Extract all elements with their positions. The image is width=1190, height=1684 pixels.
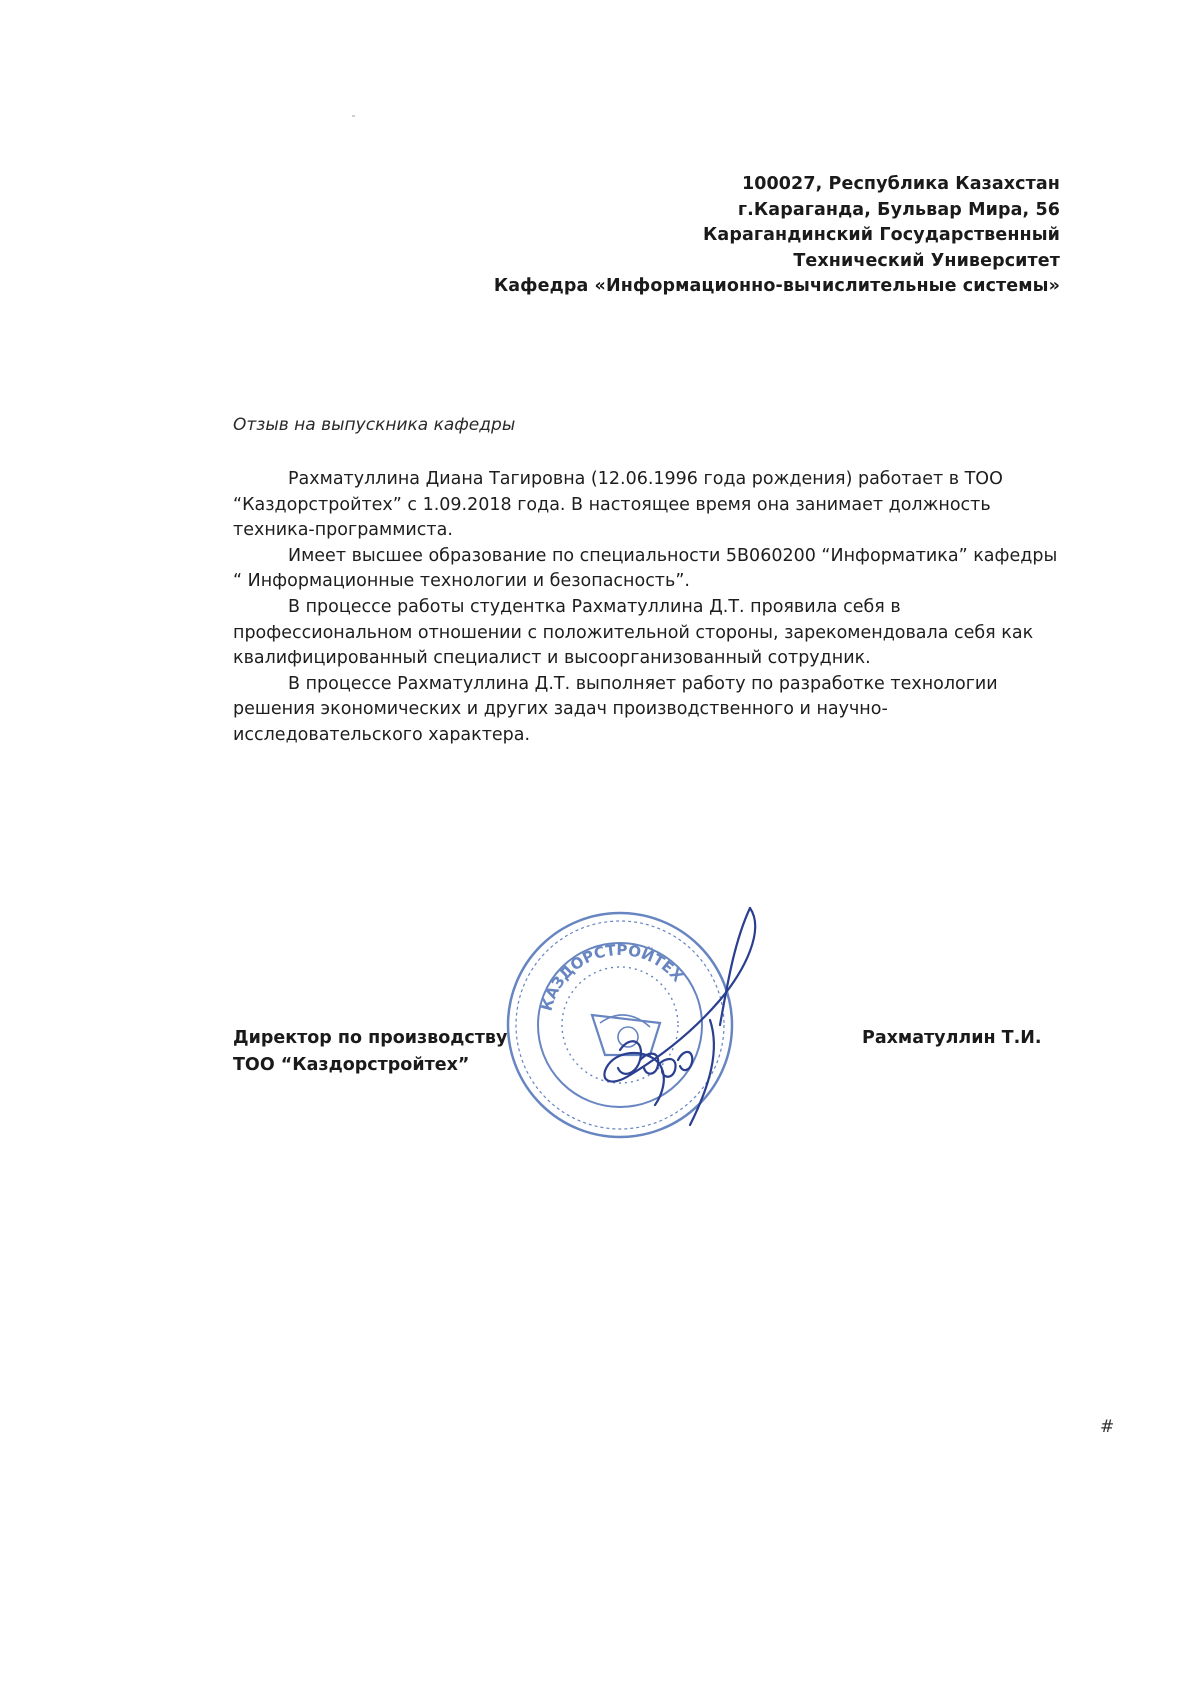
page-mark: # <box>1100 1417 1115 1437</box>
recipient-line-4: Технический Университет <box>793 250 1060 271</box>
body-paragraph: В процессе Рахматуллина Д.Т. выполняет работу по разработке технологии решения экономических и других задач производственного и научно-исследовательского характера. <box>233 673 998 745</box>
body-paragraph: Рахматуллина Диана Тагировна (12.06.1996 года рождения) работает в ТОО “Каздорстройтех” с 1.09.2018 года. В настоящее время она занимает должность техника-программиста. <box>233 469 1003 541</box>
signer-name: Рахматуллин Т.И. <box>862 1028 1042 1048</box>
recipient-address <box>494 172 1060 300</box>
body-paragraph: В процессе работы студентка Рахматуллина Д.Т. проявила себя в профессиональном отношении с положительной стороны, зарекомендовала себя как квалифицированный специалист и высоорганизованный сотрудник. <box>233 596 1034 669</box>
document-title: Отзыв на выпускника кафедры <box>233 415 516 435</box>
recipient-line-3: Карагандинский Государственный <box>703 225 1060 245</box>
recipient-line-2: г.Караганда, Бульвар Мира, 56 <box>737 199 1060 220</box>
recipient-line-1: 100027, Республика Казахстан <box>741 174 1060 194</box>
stamp-text: КАЗДОРСТРОЙТЕХ <box>537 940 687 1013</box>
document-body <box>233 467 1058 749</box>
signer-position <box>233 1025 507 1079</box>
recipient-line-5: Кафедра «Информационно-вычислительные системы» <box>493 276 1060 296</box>
signer-position-line-2: ТОО “Каздорстройтех” <box>233 1055 470 1075</box>
scan-speck <box>352 115 355 117</box>
body-paragraph: Имеет высшее образование по специальности 5В060200 “Информатика” кафедры “ Информационные технологии и безопасность”. <box>233 545 1058 592</box>
signer-position-line-1: Директор по производству <box>233 1028 508 1048</box>
handwritten-signature-icon <box>560 900 780 1130</box>
